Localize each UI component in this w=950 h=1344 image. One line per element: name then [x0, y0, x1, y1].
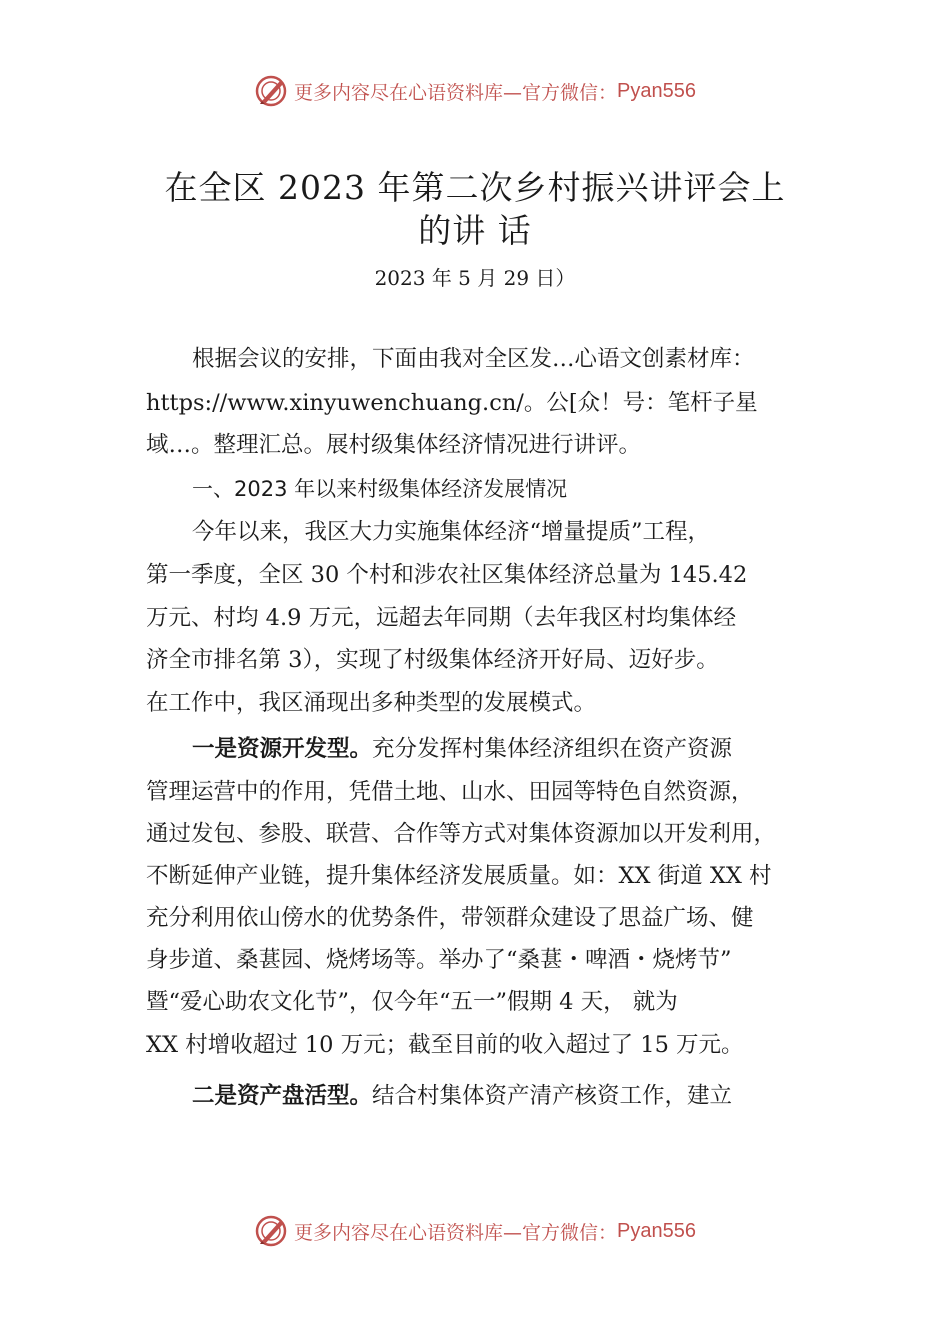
banner-text: 更多内容尽在心语资料库—官方微信：: [294, 81, 618, 104]
banner-wechat-id: Pyan556: [617, 1219, 696, 1242]
paragraph-line: 今年以来，我区大力实施集体经济“增量提质”工程，: [192, 519, 711, 545]
header-banner: [0, 74, 950, 108]
section-heading: 一、2023 年以来村级集体经济发展情况: [192, 477, 568, 501]
paragraph-line: 第一季度，全区 30 个村和涉农社区集体经济总量为 145.42: [146, 562, 748, 588]
paragraph-text: 充分发挥村集体经济组织在资产资源: [372, 736, 733, 762]
paragraph-line: 域…。整理汇总。展村级集体经济情况进行讲评。: [146, 432, 642, 458]
paragraph-line: 万元、村均 4.9 万元，远超去年同期（去年我区村均集体经: [146, 605, 737, 631]
paragraph-line: [192, 734, 732, 764]
paragraph-line: 根据会议的安排，下面由我对全区发…心语文创素材库：: [192, 346, 755, 372]
footer-banner: [0, 1214, 950, 1248]
paragraph-line: 充分利用依山傍水的优势条件，带领群众建设了思益广场、健: [146, 905, 754, 931]
paragraph-line: 不断延伸产业链，提升集体经济发展质量。如：XX 街道 XX 村: [146, 863, 772, 889]
paragraph-line: XX 村增收超过 10 万元；截至目前的收入超过了 15 万元。: [146, 1032, 744, 1058]
paragraph-text: 结合村集体资产清产核资工作，建立: [372, 1083, 733, 1109]
paragraph-line: 在工作中，我区涌现出多种类型的发展模式。: [146, 690, 597, 716]
paragraph-line: 暨“爱心助农文化节”，仅今年“五一”假期 4 天， 就为: [146, 989, 678, 1015]
paragraph-line: 管理运营中的作用，凭借土地、山水、田园等特色自然资源，: [146, 779, 754, 805]
document-title-line-2: 的讲 话: [418, 211, 532, 250]
pen-logo-icon: [254, 74, 288, 108]
paragraph-line: 济全市排名第 3），实现了村级集体经济开好局、迈好步。: [146, 647, 719, 673]
banner-wechat-id: Pyan556: [617, 79, 696, 102]
paragraph-line: [192, 1081, 732, 1111]
paragraph-line: 通过发包、参股、联营、合作等方式对集体资源加以开发利用，: [146, 821, 777, 847]
paragraph-line: https://www.xinyuwenchuang.cn/。公[众！号：笔杆子星: [146, 390, 758, 416]
bold-lead: 二是资产盘活型。: [192, 1083, 373, 1109]
document-date: 2023 年 5 月 29 日）: [374, 266, 576, 290]
bold-lead: 一是资源开发型。: [192, 736, 373, 762]
pen-logo-icon: [254, 1214, 288, 1248]
document-title-line-1: 在全区 2023 年第二次乡村振兴讲评会上: [164, 168, 786, 207]
paragraph-line: 身步道、桑葚园、烧烤场等。举办了“桑葚・啤酒・烧烤节”: [146, 947, 732, 973]
banner-text: 更多内容尽在心语资料库—官方微信：: [294, 1221, 618, 1244]
